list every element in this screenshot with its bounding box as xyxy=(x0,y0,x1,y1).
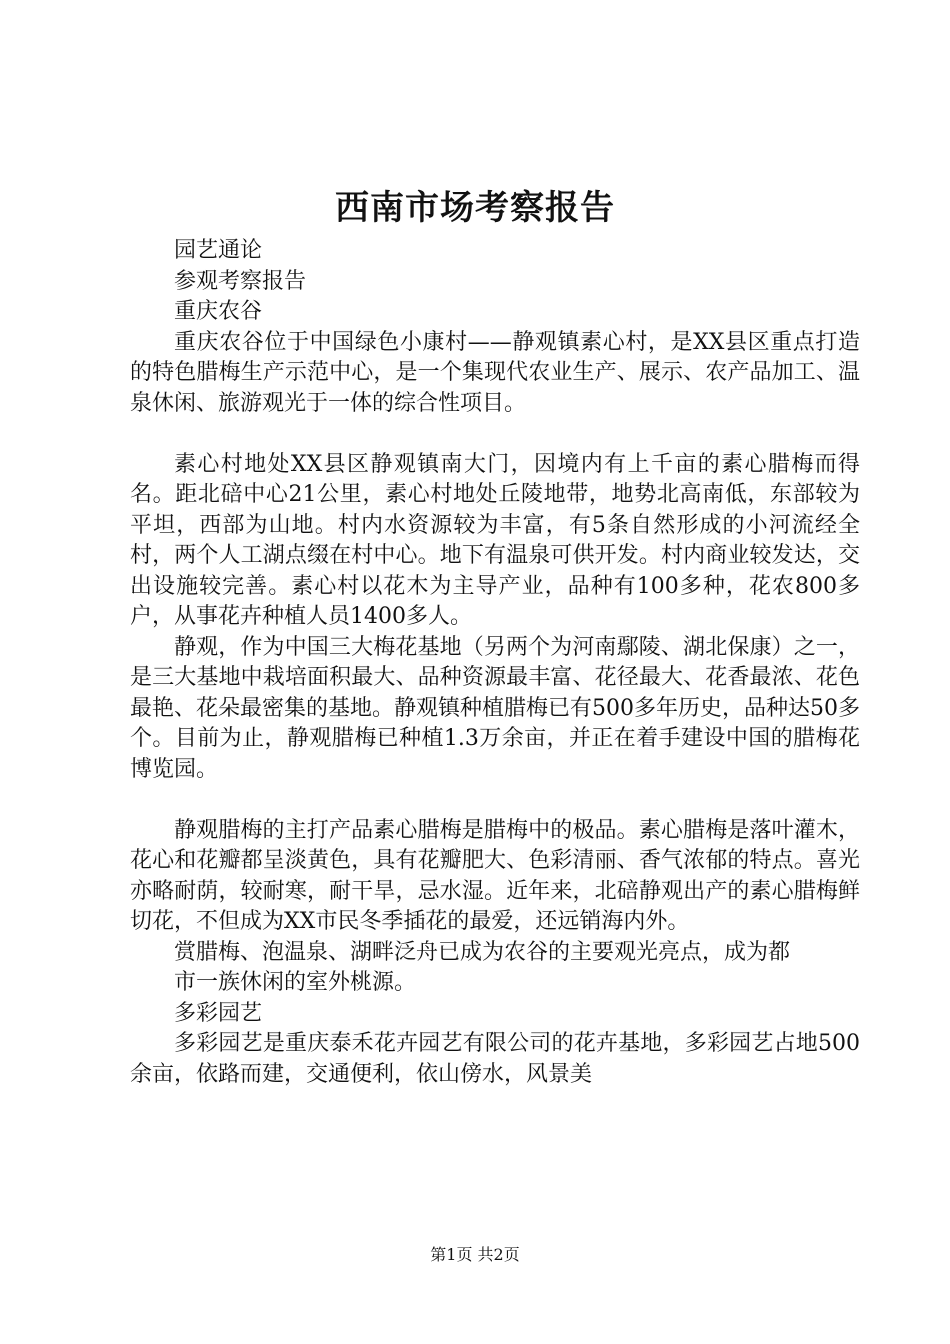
paragraph-attractions-continued: 市一族休闲的室外桃源。 xyxy=(174,970,417,995)
paragraph-report-type: 参观考察报告 xyxy=(174,268,307,294)
paragraph-attractions: 赏腊梅、泡温泉、湖畔泛舟已成为农谷的主要观光亮点，成为都 xyxy=(174,939,791,965)
paragraph-nonggu-intro: 重庆农谷位于中国绿色小康村——静观镇素心村，是XX县区重点打造的特色腊梅生产示范中心，是一个集现代农业生产、展示、农产品加工、温泉休闲、旅游观光于一体的综合性项目。 xyxy=(130,329,860,416)
paragraph-section-heading-nonggu: 重庆农谷 xyxy=(174,299,263,324)
document-title: 西南市场考察报告 xyxy=(335,188,615,228)
paragraph-course-name: 园艺通论 xyxy=(174,238,263,263)
paragraph-gap xyxy=(130,419,860,450)
paragraph-jingguan-base: 静观，作为中国三大梅花基地（另两个为河南鄢陵、湖北保康）之一，是三大基地中栽培面积最大、品种资源最丰富、花径最大、花香最浓、花色最艳、花朵最密集的基地。静观镇种植腊梅已有500多年历史，品种达50多个。目前为止，静观腊梅已种植1.3万余亩，并正在着手建设中国的腊梅花博览园。 xyxy=(130,634,860,782)
paragraph-duocai-intro: 多彩园艺是重庆泰禾花卉园艺有限公司的花卉基地，多彩园艺占地500余亩，依路而建，交通便利，依山傍水，风景美 xyxy=(130,1031,860,1087)
document-body xyxy=(130,236,860,1090)
paragraph-gap xyxy=(130,785,860,816)
paragraph-suxin-village: 素心村地处XX县区静观镇南大门，因境内有上千亩的素心腊梅而得名。距北碚中心21公里，素心村地处丘陵地带，地势北高南低，东部较为平坦，西部为山地。村内水资源较为丰富，有5条自然形成的小河流经全村，两个人工湖点缀在村中心。地下有温泉可供开发。村内商业较发达，交出设施较完善。素心村以花木为主导产业，品种有100多种，花农800多户，从事花卉种植人员1400多人。 xyxy=(130,451,860,629)
paragraph-suxin-wintersweet: 静观腊梅的主打产品素心腊梅是腊梅中的极品。素心腊梅是落叶灌木，花心和花瓣都呈淡黄色，具有花瓣肥大、色彩清丽、香气浓郁的特点。喜光亦略耐荫，较耐寒，耐干旱，忌水湿。近年来，北碚静观出产的素心腊梅鲜切花，不但成为XX市民冬季插花的最爱，还远销海内外。 xyxy=(130,817,860,934)
paragraph-section-heading-duocai: 多彩园艺 xyxy=(174,1000,263,1026)
page-number-footer: 第1页 共2页 xyxy=(430,1245,520,1264)
